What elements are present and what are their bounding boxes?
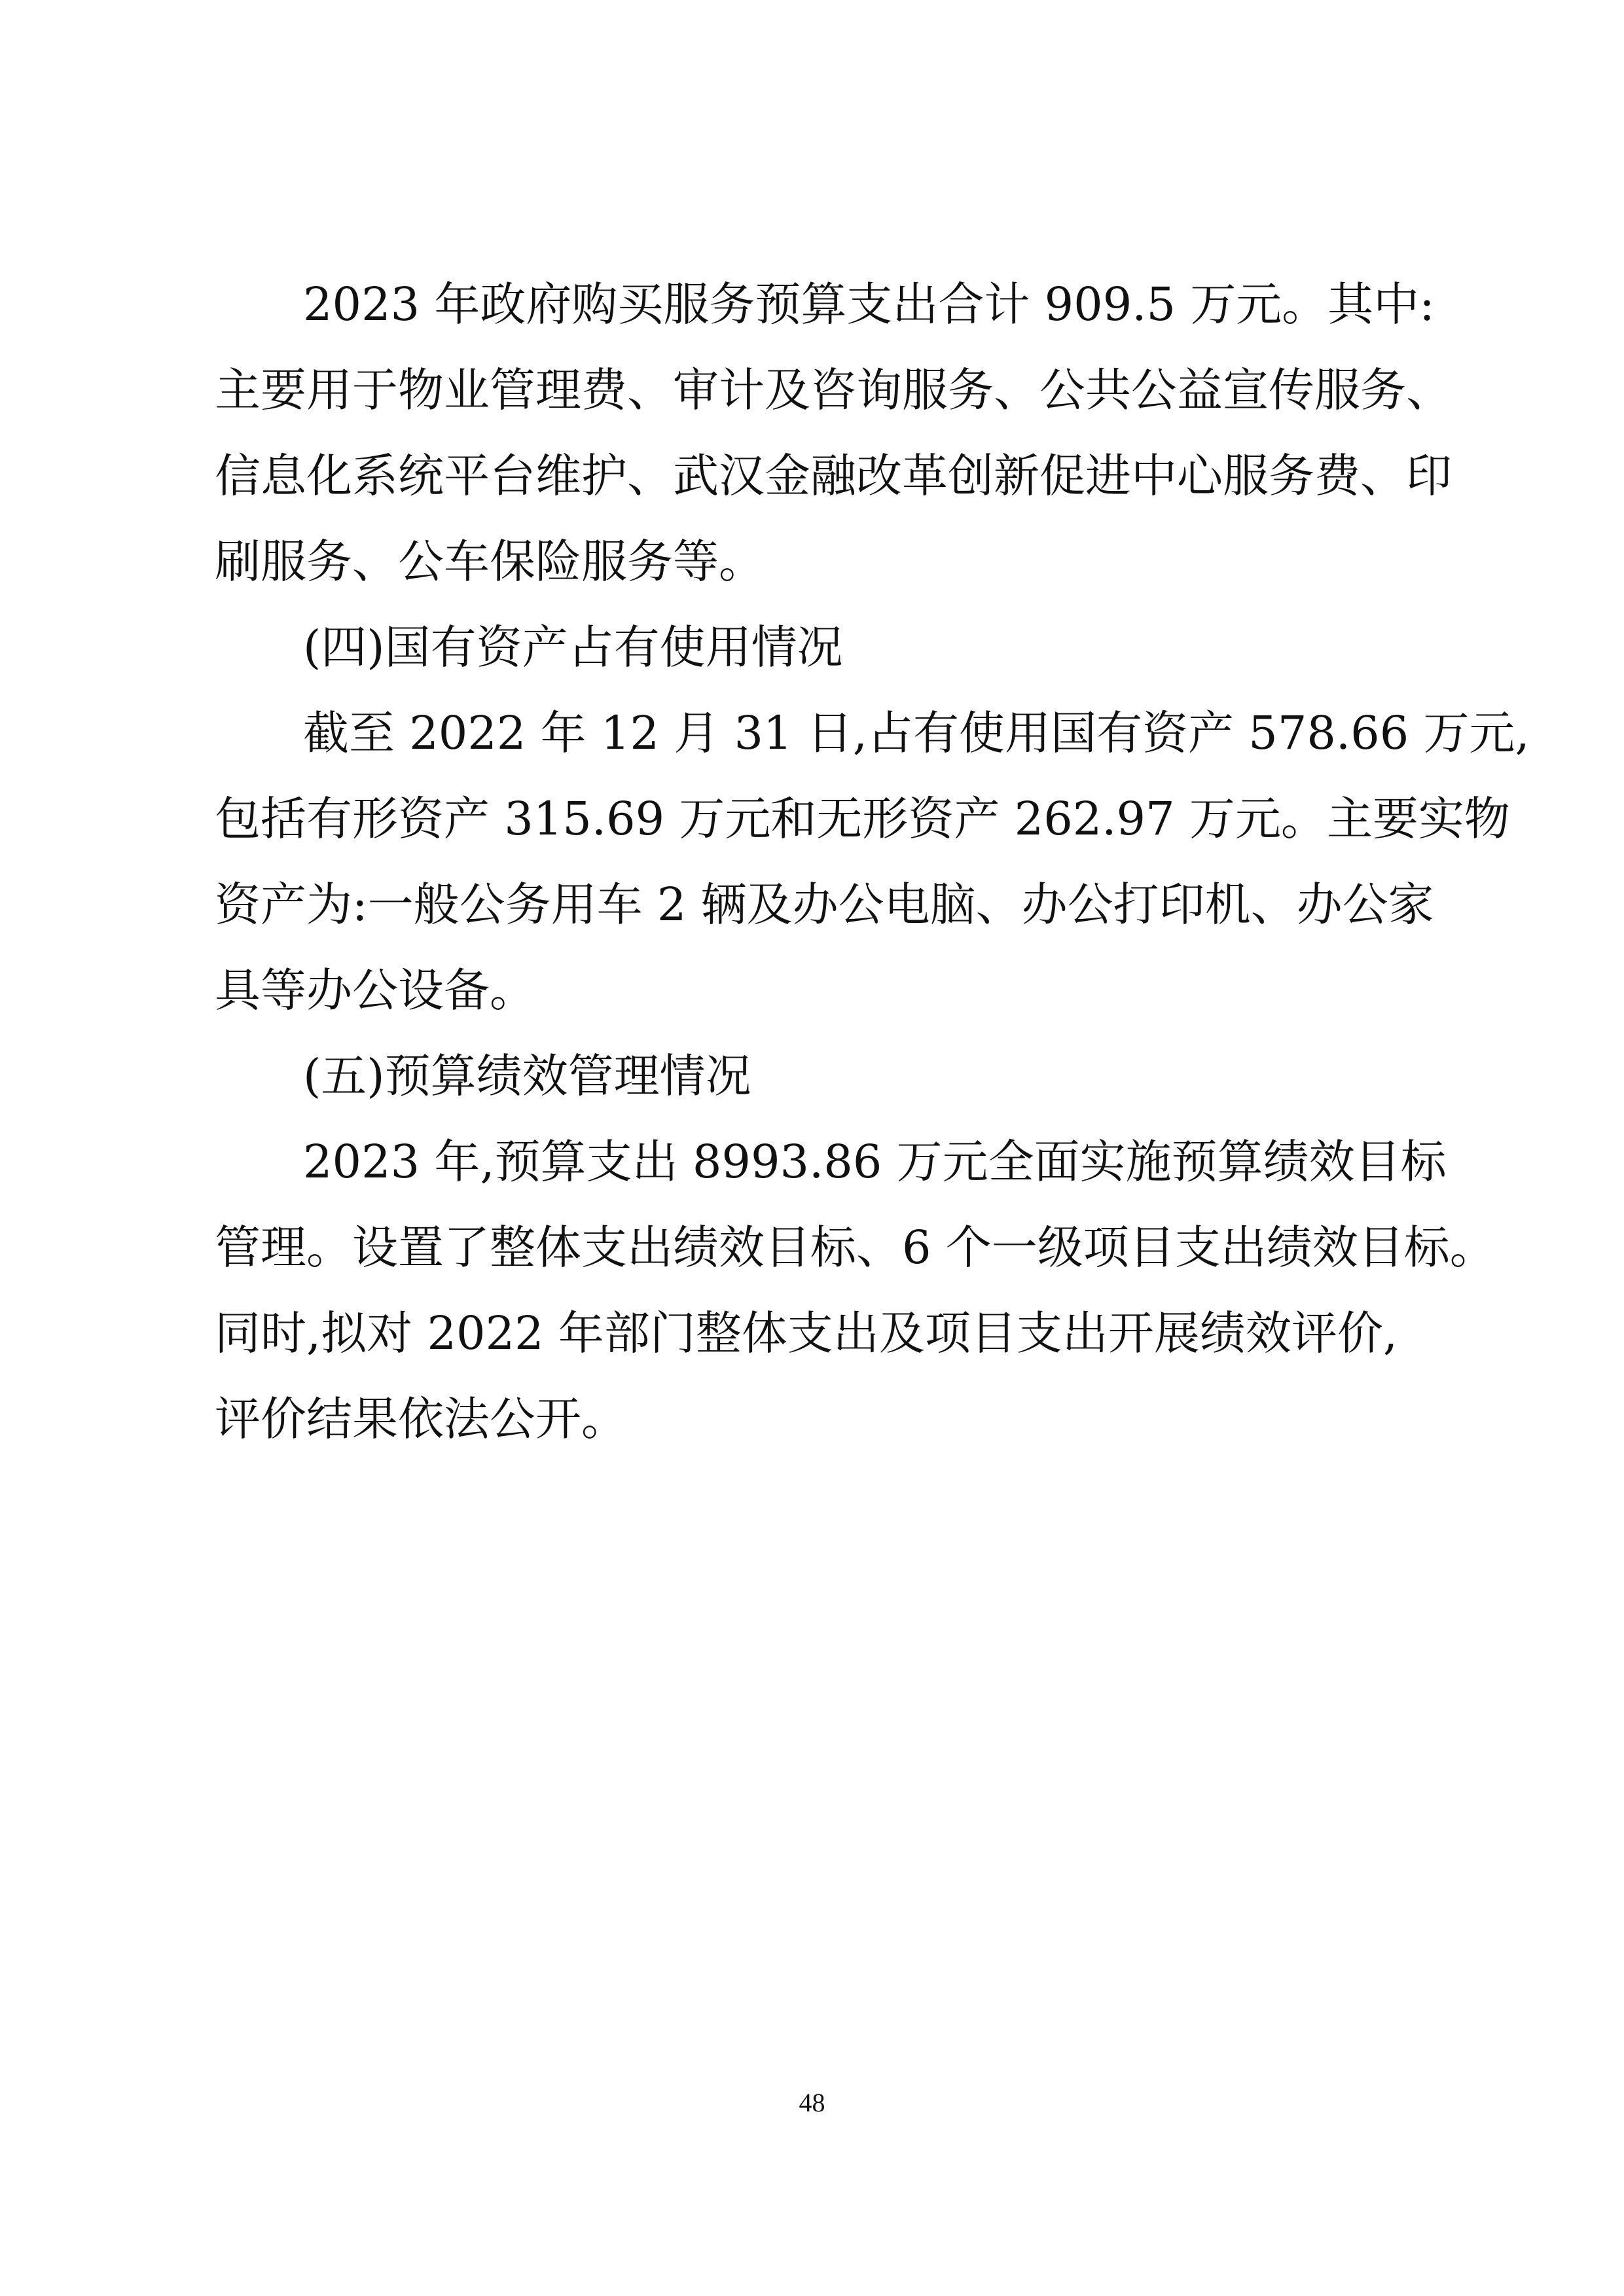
paragraph-performance-line-2: 管理。设置了整体支出绩效目标、6 个一级项目支出绩效目标。 xyxy=(215,1221,1496,1274)
paragraph-procurement-line-2: 主要用于物业管理费、审计及咨询服务、公共公益宣传服务、 xyxy=(215,363,1452,417)
paragraph-performance-line-4: 评价结果依法公开。 xyxy=(215,1392,627,1446)
section-heading-performance: (五)预算绩效管理情况 xyxy=(303,1049,751,1103)
paragraph-assets-line-4: 具等办公设备。 xyxy=(215,963,535,1017)
section-heading-state-assets: (四)国有资产占有使用情况 xyxy=(303,620,843,674)
paragraph-performance-line-1: 2023 年,预算支出 8993.86 万元全面实施预算绩效目标 xyxy=(303,1135,1447,1189)
paragraph-assets-line-3: 资产为:一般公务用车 2 辆及办公电脑、办公打印机、办公家 xyxy=(215,878,1434,931)
paragraph-assets-line-1: 截至 2022 年 12 月 31 日,占有使用国有资产 578.66 万元, xyxy=(303,706,1530,760)
page-number: 48 xyxy=(799,2088,825,2117)
paragraph-procurement-line-3: 信息化系统平台维护、武汉金融改革创新促进中心服务费、印 xyxy=(215,449,1452,503)
paragraph-procurement-line-4: 刷服务、公车保险服务等。 xyxy=(215,535,765,588)
paragraph-procurement-line-1: 2023 年政府购买服务预算支出合计 909.5 万元。其中: xyxy=(303,278,1435,331)
paragraph-assets-line-2: 包括有形资产 315.69 万元和无形资产 262.97 万元。主要实物 xyxy=(215,792,1510,846)
paragraph-performance-line-3: 同时,拟对 2022 年部门整体支出及项目支出开展绩效评价, xyxy=(215,1306,1398,1360)
